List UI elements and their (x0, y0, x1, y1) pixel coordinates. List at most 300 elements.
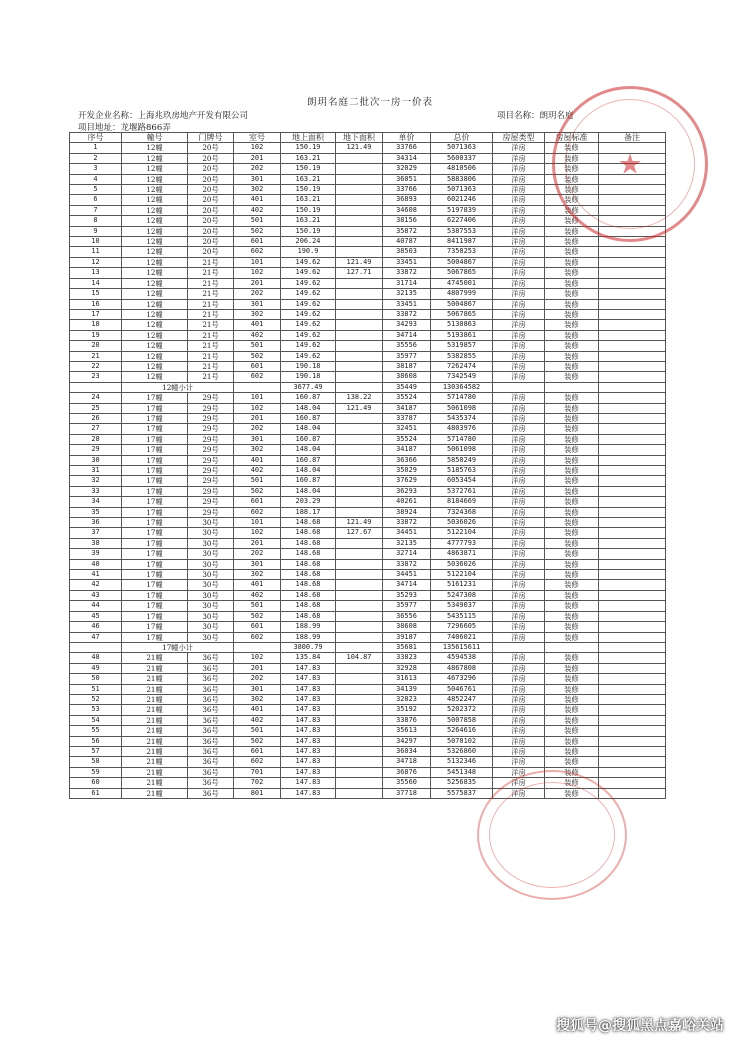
table-cell: 150.19 (281, 185, 336, 195)
table-cell: 160.87 (281, 434, 336, 444)
table-cell: 402 (234, 466, 281, 476)
table-cell: 17幢 (122, 413, 188, 423)
table-cell: 50 (70, 674, 122, 684)
table-cell: 28 (70, 434, 122, 444)
watermark: 搜狐号@搜狐黑点嘉峪关站 (556, 1018, 724, 1034)
header-total-price: 总价 (431, 133, 493, 143)
table-cell: 5122104 (431, 570, 493, 580)
table-row (70, 237, 666, 247)
table-cell: 150.19 (281, 205, 336, 215)
subtotal-label: 17幢小计 (122, 642, 234, 652)
table-cell: 48 (70, 653, 122, 663)
table-cell: 洋房 (493, 653, 545, 663)
table-cell (599, 538, 666, 548)
table-cell: 148.04 (281, 466, 336, 476)
header-remark: 备注 (599, 133, 666, 143)
table-cell: 洋房 (493, 518, 545, 528)
table-cell (336, 590, 383, 600)
table-cell (336, 486, 383, 496)
table-cell (336, 237, 383, 247)
table-row (70, 445, 666, 455)
table-cell: 33872 (383, 268, 431, 278)
table-cell: 301 (234, 559, 281, 569)
table-cell: 601 (234, 361, 281, 371)
table-cell: 12幢 (122, 372, 188, 382)
table-cell (336, 361, 383, 371)
table-cell: 洋房 (493, 684, 545, 694)
table-cell (336, 559, 383, 569)
subtotal-price: 35449 (383, 382, 431, 392)
table-row (70, 736, 666, 746)
project-name: 项目名称：朗玥名庭 (497, 111, 574, 121)
table-cell: 17幢 (122, 601, 188, 611)
table-cell: 22 (70, 361, 122, 371)
table-cell (336, 320, 383, 330)
table-row (70, 247, 666, 257)
table-cell: 501 (234, 476, 281, 486)
table-cell: 147.83 (281, 778, 336, 788)
table-cell (599, 476, 666, 486)
table-cell: 洋房 (493, 216, 545, 226)
table-cell: 5372761 (431, 486, 493, 496)
table-cell: 163.21 (281, 153, 336, 163)
table-cell: 29号 (188, 434, 234, 444)
table-cell: 148.68 (281, 570, 336, 580)
table-cell: 装修 (545, 268, 599, 278)
table-cell (336, 455, 383, 465)
table-cell: 30号 (188, 528, 234, 538)
table-cell: 160.87 (281, 413, 336, 423)
table-cell: 17幢 (122, 466, 188, 476)
table-cell: 36893 (383, 195, 431, 205)
table-cell: 35872 (383, 226, 431, 236)
table-cell: 34 (70, 497, 122, 507)
table-row (70, 434, 666, 444)
table-cell (599, 268, 666, 278)
table-cell: 7406021 (431, 632, 493, 642)
table-cell (599, 507, 666, 517)
table-cell: 洋房 (493, 164, 545, 174)
subtotal-label: 12幢小计 (122, 382, 234, 392)
table-cell: 301 (234, 684, 281, 694)
table-cell: 150.19 (281, 164, 336, 174)
table-cell: 36号 (188, 767, 234, 777)
table-cell: 33876 (383, 715, 431, 725)
table-cell: 34451 (383, 528, 431, 538)
table-cell: 21号 (188, 341, 234, 351)
table-cell: 4777793 (431, 538, 493, 548)
table-cell: 46 (70, 622, 122, 632)
table-cell: 36号 (188, 705, 234, 715)
table-cell: 148.68 (281, 518, 336, 528)
table-cell (599, 632, 666, 642)
table-cell: 148.68 (281, 601, 336, 611)
table-cell: 12幢 (122, 216, 188, 226)
table-cell: 20号 (188, 195, 234, 205)
table-cell: 12幢 (122, 164, 188, 174)
table-cell: 洋房 (493, 393, 545, 403)
table-cell: 201 (234, 153, 281, 163)
table-cell: 7296605 (431, 622, 493, 632)
table-cell: 148.04 (281, 486, 336, 496)
table-row (70, 289, 666, 299)
table-cell: 5185763 (431, 466, 493, 476)
table-cell: 35524 (383, 434, 431, 444)
table-cell: 29 (70, 445, 122, 455)
table-cell: 188.99 (281, 632, 336, 642)
table-cell: 装修 (545, 715, 599, 725)
table-cell: 29号 (188, 455, 234, 465)
table-cell (599, 518, 666, 528)
table-cell: 17幢 (122, 580, 188, 590)
header-room: 室号 (234, 133, 281, 143)
table-cell: 36号 (188, 746, 234, 756)
table-cell: 20号 (188, 226, 234, 236)
table-cell: 149.62 (281, 289, 336, 299)
table-cell: 150.19 (281, 143, 336, 153)
table-row (70, 694, 666, 704)
table-cell (599, 757, 666, 767)
table-cell: 17幢 (122, 507, 188, 517)
table-cell: 40261 (383, 497, 431, 507)
table-cell: 36034 (383, 746, 431, 756)
table-cell: 装修 (545, 361, 599, 371)
table-cell: 33 (70, 486, 122, 496)
table-cell: 4810506 (431, 164, 493, 174)
seal-star-icon: ★ (617, 147, 643, 181)
table-cell: 洋房 (493, 570, 545, 580)
table-cell (336, 767, 383, 777)
header-unit-price: 单价 (383, 133, 431, 143)
table-cell: 4863871 (431, 549, 493, 559)
table-cell: 190.18 (281, 372, 336, 382)
table-cell: 34297 (383, 736, 431, 746)
table-cell (599, 434, 666, 444)
table-cell: 17幢 (122, 486, 188, 496)
table-cell: 45 (70, 611, 122, 621)
table-cell (599, 570, 666, 580)
table-cell: 602 (234, 372, 281, 382)
table-cell (599, 309, 666, 319)
table-cell: 190.9 (281, 247, 336, 257)
header-below-area: 地下面积 (336, 133, 383, 143)
table-cell: 20号 (188, 205, 234, 215)
table-cell: 33766 (383, 143, 431, 153)
table-cell (599, 393, 666, 403)
table-cell: 59 (70, 767, 122, 777)
building-17-rows (70, 393, 666, 643)
table-cell (336, 289, 383, 299)
table-cell: 38608 (383, 372, 431, 382)
table-cell: 20号 (188, 153, 234, 163)
table-cell: 147.83 (281, 757, 336, 767)
table-cell: 148.68 (281, 559, 336, 569)
table-cell: 19 (70, 330, 122, 340)
table-cell: 装修 (545, 601, 599, 611)
table-cell: 洋房 (493, 663, 545, 673)
table-cell: 49 (70, 663, 122, 673)
table-cell: 6053454 (431, 476, 493, 486)
table-cell (599, 466, 666, 476)
table-cell: 21幢 (122, 663, 188, 673)
table-cell: 装修 (545, 507, 599, 517)
table-cell: 53 (70, 705, 122, 715)
table-cell: 101 (234, 393, 281, 403)
table-cell: 17幢 (122, 538, 188, 548)
table-cell: 37718 (383, 788, 431, 798)
table-cell: 21幢 (122, 653, 188, 663)
table-cell: 洋房 (493, 413, 545, 423)
table-cell: 40787 (383, 237, 431, 247)
table-cell: 21号 (188, 289, 234, 299)
developer-name: 开发企业名称：上海兆玖房地产开发有限公司 (78, 111, 249, 121)
table-cell: 5036026 (431, 518, 493, 528)
table-cell: 147.83 (281, 715, 336, 725)
table-cell (336, 413, 383, 423)
table-cell: 17 (70, 309, 122, 319)
table-row (70, 278, 666, 288)
table-row (70, 507, 666, 517)
table-row (70, 601, 666, 611)
table-cell: 301 (234, 299, 281, 309)
table-cell: 33872 (383, 309, 431, 319)
table-cell (599, 413, 666, 423)
table-cell: 36号 (188, 715, 234, 725)
table-cell: 201 (234, 538, 281, 548)
table-cell: 洋房 (493, 455, 545, 465)
table-cell: 装修 (545, 205, 599, 215)
table-cell: 34718 (383, 757, 431, 767)
table-cell: 洋房 (493, 424, 545, 434)
table-cell: 洋房 (493, 195, 545, 205)
table-cell: 29号 (188, 476, 234, 486)
table-cell (336, 788, 383, 798)
table-cell: 装修 (545, 528, 599, 538)
table-cell: 202 (234, 549, 281, 559)
subtotal-total: 135615611 (431, 642, 493, 652)
table-cell: 401 (234, 580, 281, 590)
table-cell (336, 507, 383, 517)
table-cell: 206.24 (281, 237, 336, 247)
table-cell: 洋房 (493, 715, 545, 725)
table-cell: 洋房 (493, 486, 545, 496)
table-cell: 21幢 (122, 726, 188, 736)
price-table (69, 132, 666, 799)
table-cell: 8 (70, 216, 122, 226)
table-cell: 30号 (188, 601, 234, 611)
table-cell: 147.83 (281, 663, 336, 673)
table-cell (336, 247, 383, 257)
table-cell: 装修 (545, 424, 599, 434)
table-row (70, 622, 666, 632)
table-cell: 36号 (188, 653, 234, 663)
table-cell: 147.83 (281, 694, 336, 704)
table-cell: 洋房 (493, 257, 545, 267)
table-cell: 装修 (545, 372, 599, 382)
table-cell: 37629 (383, 476, 431, 486)
table-cell: 洋房 (493, 278, 545, 288)
table-cell: 装修 (545, 778, 599, 788)
table-cell: 5067865 (431, 268, 493, 278)
table-cell: 147.83 (281, 705, 336, 715)
table-cell (599, 726, 666, 736)
table-cell: 4 (70, 174, 122, 184)
table-cell: 38156 (383, 216, 431, 226)
table-cell: 163.21 (281, 195, 336, 205)
table-cell: 洋房 (493, 226, 545, 236)
table-cell: 20 (70, 341, 122, 351)
header-above-area: 地上面积 (281, 133, 336, 143)
table-cell: 装修 (545, 445, 599, 455)
table-cell: 5850249 (431, 455, 493, 465)
table-cell: 5071363 (431, 185, 493, 195)
table-cell (336, 570, 383, 580)
table-cell (599, 736, 666, 746)
table-cell: 127.71 (336, 268, 383, 278)
table-row (70, 746, 666, 756)
table-row (70, 559, 666, 569)
table-cell: 21 (70, 351, 122, 361)
table-cell: 26 (70, 413, 122, 423)
table-cell (336, 205, 383, 215)
table-cell: 5071363 (431, 143, 493, 153)
table-cell: 147.83 (281, 684, 336, 694)
table-cell: 17幢 (122, 403, 188, 413)
table-cell (336, 351, 383, 361)
table-cell: 36293 (383, 486, 431, 496)
table-cell: 34187 (383, 403, 431, 413)
table-cell: 35560 (383, 778, 431, 788)
table-cell: 147.83 (281, 674, 336, 684)
table-cell: 8411987 (431, 237, 493, 247)
table-cell: 21幢 (122, 788, 188, 798)
table-cell: 102 (234, 268, 281, 278)
table-cell: 150.19 (281, 226, 336, 236)
table-row (70, 549, 666, 559)
table-cell (336, 726, 383, 736)
table-cell: 34293 (383, 320, 431, 330)
table-cell: 29号 (188, 403, 234, 413)
table-cell (336, 497, 383, 507)
table-cell (336, 746, 383, 756)
table-cell: 33872 (383, 559, 431, 569)
table-cell: 1 (70, 143, 122, 153)
table-cell: 30号 (188, 538, 234, 548)
table-cell: 16 (70, 299, 122, 309)
table-cell: 12幢 (122, 320, 188, 330)
table-cell: 149.62 (281, 257, 336, 267)
table-cell: 34314 (383, 153, 431, 163)
table-cell: 5061098 (431, 445, 493, 455)
table-cell: 洋房 (493, 320, 545, 330)
table-cell (336, 164, 383, 174)
table-cell: 12幢 (122, 237, 188, 247)
table-row (70, 715, 666, 725)
table-cell (336, 663, 383, 673)
table-cell: 30号 (188, 518, 234, 528)
table-cell (599, 528, 666, 538)
table-cell: 502 (234, 736, 281, 746)
table-cell: 5004867 (431, 299, 493, 309)
table-cell: 4803976 (431, 424, 493, 434)
table-cell: 20号 (188, 164, 234, 174)
table-cell: 装修 (545, 226, 599, 236)
table-cell: 31714 (383, 278, 431, 288)
table-cell: 洋房 (493, 237, 545, 247)
table-row (70, 466, 666, 476)
table-cell: 33787 (383, 413, 431, 423)
table-cell: 装修 (545, 486, 599, 496)
table-row (70, 413, 666, 423)
table-row (70, 351, 666, 361)
table-cell (336, 278, 383, 288)
table-cell: 36号 (188, 788, 234, 798)
table-cell: 501 (234, 726, 281, 736)
table-cell: 7342549 (431, 372, 493, 382)
table-cell: 32451 (383, 424, 431, 434)
table-cell: 装修 (545, 746, 599, 756)
subtotal-row-12 (70, 382, 666, 392)
table-cell: 102 (234, 143, 281, 153)
table-cell: 37 (70, 528, 122, 538)
table-cell (336, 674, 383, 684)
table-cell (336, 216, 383, 226)
table-cell (599, 705, 666, 715)
table-cell: 装修 (545, 195, 599, 205)
table-cell: 602 (234, 247, 281, 257)
table-cell: 163.21 (281, 216, 336, 226)
table-cell: 35 (70, 507, 122, 517)
table-cell: 147.83 (281, 788, 336, 798)
table-cell: 301 (234, 434, 281, 444)
table-cell: 30号 (188, 622, 234, 632)
table-cell: 43 (70, 590, 122, 600)
table-cell: 188.17 (281, 507, 336, 517)
table-cell (599, 403, 666, 413)
table-cell: 402 (234, 330, 281, 340)
table-cell: 34714 (383, 330, 431, 340)
table-cell: 138.22 (336, 393, 383, 403)
table-cell: 102 (234, 403, 281, 413)
table-cell: 17幢 (122, 497, 188, 507)
table-cell: 装修 (545, 143, 599, 153)
table-cell (599, 767, 666, 777)
company-seal (552, 86, 708, 242)
table-cell: 201 (234, 278, 281, 288)
table-cell: 21幢 (122, 767, 188, 777)
table-row (70, 361, 666, 371)
subtotal-row-17 (70, 642, 666, 652)
table-cell: 洋房 (493, 330, 545, 340)
table-cell: 12幢 (122, 153, 188, 163)
table-cell: 4852247 (431, 694, 493, 704)
table-cell: 装修 (545, 694, 599, 704)
table-cell: 121.49 (336, 518, 383, 528)
table-cell (336, 736, 383, 746)
table-cell: 17幢 (122, 632, 188, 642)
table-cell: 147.83 (281, 746, 336, 756)
table-cell: 10 (70, 237, 122, 247)
table-cell: 洋房 (493, 767, 545, 777)
table-cell: 5061098 (431, 403, 493, 413)
table-cell: 21幢 (122, 746, 188, 756)
table-cell (599, 247, 666, 257)
table-cell: 12幢 (122, 299, 188, 309)
table-cell (599, 299, 666, 309)
table-cell: 33451 (383, 257, 431, 267)
table-cell: 洋房 (493, 434, 545, 444)
table-cell: 121.49 (336, 403, 383, 413)
